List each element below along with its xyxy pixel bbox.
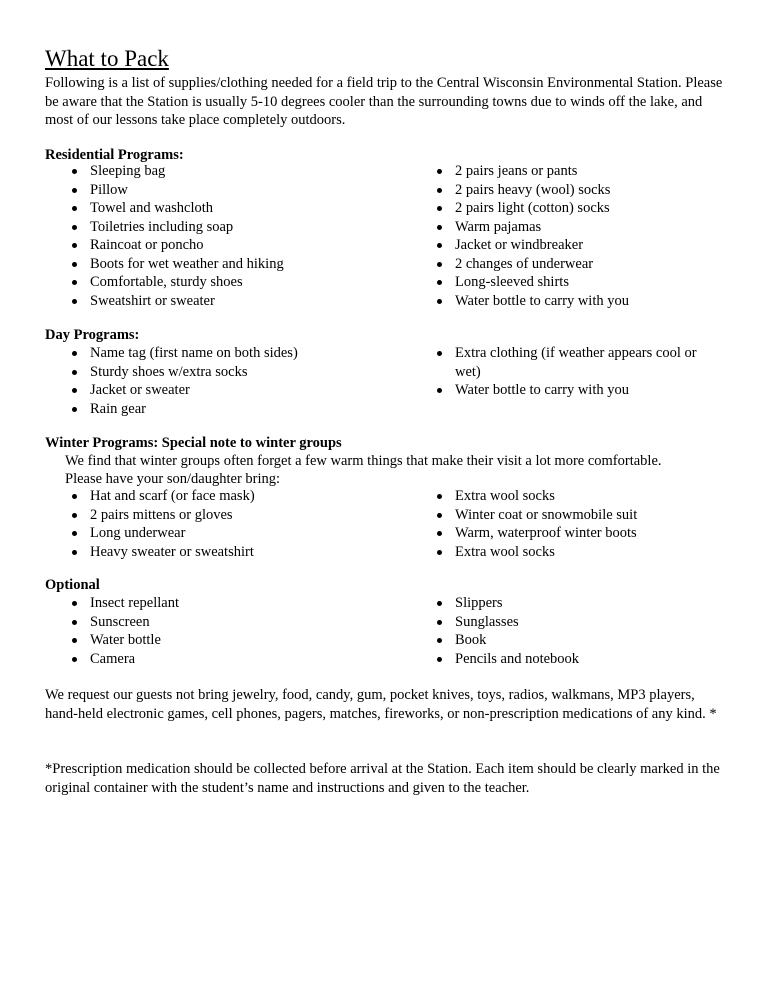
bullet-icon [437, 620, 442, 625]
bullet-icon [72, 169, 77, 174]
bullet-icon [437, 243, 442, 248]
list-item-text: Winter coat or snowmobile suit [455, 506, 638, 523]
list-item-text: Boots for wet weather and hiking [90, 255, 284, 272]
list-item-text: Pencils and notebook [455, 650, 580, 667]
bullet-icon [72, 280, 77, 285]
winter-note-2: Please have your son/daughter bring: [65, 471, 281, 487]
winter-note: We find that winter groups often forget a few warm things that make their visit a lot more comfortable. [65, 453, 662, 469]
bullet-icon [437, 299, 442, 304]
bullet-icon [72, 550, 77, 555]
bullet-icon [72, 225, 77, 230]
day-heading: Day Programs: [45, 327, 140, 343]
bullet-icon [437, 206, 442, 211]
bullet-icon [437, 513, 442, 518]
list-item [430, 487, 710, 506]
list-item-text: Jacket or sweater [90, 382, 190, 398]
bullet-icon [72, 370, 77, 375]
list-item [430, 543, 710, 562]
list-item [65, 650, 395, 669]
bullet-icon [437, 657, 442, 662]
bullet-icon [72, 620, 77, 625]
bullet-icon [437, 601, 442, 606]
bullet-icon [72, 531, 77, 536]
bullet-icon [437, 262, 442, 267]
list-item-text: Extra clothing (if weather appears cool or wet) [455, 345, 697, 380]
winter-list-left [65, 487, 395, 561]
list-item [65, 631, 395, 650]
bullet-icon [72, 494, 77, 499]
residential-list-right [430, 162, 710, 310]
list-item-text: Warm, waterproof winter boots [455, 525, 637, 541]
list-item [430, 236, 710, 255]
residential-heading: Residential Programs: [45, 147, 184, 163]
list-item-text: Raincoat or poncho [90, 237, 204, 253]
list-item-text: Jacket or windbreaker [455, 237, 584, 253]
list-item [65, 236, 395, 255]
list-item [65, 506, 395, 525]
bullet-icon [437, 188, 442, 193]
list-item-text: Rain gear [90, 400, 146, 417]
list-item-text: Sturdy shoes w/extra socks [90, 363, 248, 380]
list-item [65, 613, 395, 632]
list-item [65, 181, 395, 200]
bullet-icon [72, 513, 77, 518]
bullet-icon [72, 299, 77, 304]
bullet-icon [72, 657, 77, 662]
list-item [430, 524, 710, 543]
list-item-text: Slippers [455, 595, 503, 611]
list-item [430, 199, 710, 218]
bullet-icon [72, 188, 77, 193]
list-item-text: Sunglasses [455, 613, 519, 630]
day-list-right [430, 344, 710, 400]
list-item-text: Warm pajamas [455, 218, 542, 235]
bullet-icon [72, 243, 77, 248]
bullet-icon [437, 494, 442, 499]
list-item [65, 487, 395, 506]
bullet-icon [437, 531, 442, 536]
list-item [430, 381, 710, 400]
list-item-text: Sunscreen [90, 613, 150, 630]
bullet-icon [437, 351, 442, 356]
bullet-icon [437, 169, 442, 174]
request-paragraph: We request our guests not bring jewelry, food, candy, gum, pocket knives, toys, radios, walkmans, MP3 players, hand-held electronic games, cell phones, pagers, matches, fireworks, or non-prescription medications of any kind. * [45, 687, 717, 722]
list-item-text: 2 pairs light (cotton) socks [455, 200, 610, 216]
list-item-text: Water bottle [90, 632, 161, 648]
list-item-text: Extra wool socks [455, 543, 555, 560]
list-item [430, 631, 710, 650]
intro-paragraph: Following is a list of supplies/clothing needed for a field trip to the Central Wisconsin Environmental Station. Please be aware that the Station is usually 5-10 degrees cooler than the surrounding towns due to winds off the lake, and most of our lessons take place completely outdoors. [45, 75, 723, 128]
bullet-icon [72, 407, 77, 412]
list-item [65, 218, 395, 237]
bullet-icon [437, 638, 442, 643]
list-item [65, 363, 395, 382]
list-item-text: Comfortable, sturdy shoes [90, 274, 243, 290]
bullet-icon [437, 550, 442, 555]
list-item-text: Towel and washcloth [90, 200, 214, 216]
list-item [65, 162, 395, 181]
list-item [65, 292, 395, 311]
list-item [65, 255, 395, 274]
list-item-text: Name tag (first name on both sides) [90, 345, 298, 361]
list-item [65, 543, 395, 562]
bullet-icon [72, 262, 77, 267]
list-item [430, 613, 710, 632]
list-item-text: Camera [90, 650, 136, 667]
list-item [65, 344, 395, 363]
page-title: What to Pack [45, 46, 169, 71]
list-item-text: Water bottle to carry with you [455, 292, 629, 309]
list-item [430, 273, 710, 292]
bullet-icon [72, 206, 77, 211]
list-item-text: 2 pairs jeans or pants [455, 163, 578, 179]
list-item-text: Sleeping bag [90, 163, 166, 179]
list-item [65, 594, 395, 613]
bullet-icon [437, 225, 442, 230]
list-item-text: Water bottle to carry with you [455, 382, 629, 398]
list-item [430, 292, 710, 311]
list-item-text: Long-sleeved shirts [455, 274, 569, 290]
list-item-text: Hat and scarf (or face mask) [90, 488, 255, 504]
list-item [430, 218, 710, 237]
list-item-text: 2 pairs heavy (wool) socks [455, 181, 611, 198]
list-item [430, 594, 710, 613]
list-item [430, 506, 710, 525]
day-list-left [65, 344, 395, 418]
list-item-text: Long underwear [90, 525, 186, 541]
list-item [65, 199, 395, 218]
list-item-text: Extra wool socks [455, 488, 555, 504]
list-item [65, 381, 395, 400]
optional-list-right [430, 594, 710, 668]
list-item-text: Book [455, 632, 487, 648]
list-item-text: 2 changes of underwear [455, 255, 594, 272]
list-item [65, 400, 395, 419]
winter-heading: Winter Programs: Special note to winter groups [45, 435, 342, 451]
list-item [430, 344, 710, 381]
bullet-icon [72, 601, 77, 606]
list-item-text: 2 pairs mittens or gloves [90, 506, 233, 523]
list-item [430, 162, 710, 181]
list-item-text: Pillow [90, 181, 128, 198]
optional-heading: Optional [45, 577, 100, 593]
bullet-icon [437, 388, 442, 393]
residential-list-left [65, 162, 395, 310]
bullet-icon [72, 638, 77, 643]
list-item-text: Insect repellant [90, 595, 179, 611]
list-item-text: Heavy sweater or sweatshirt [90, 543, 254, 560]
list-item-text: Sweatshirt or sweater [90, 292, 215, 309]
optional-list-left [65, 594, 395, 668]
list-item [65, 273, 395, 292]
list-item [430, 650, 710, 669]
bullet-icon [437, 280, 442, 285]
bullet-icon [72, 351, 77, 356]
list-item [65, 524, 395, 543]
list-item-text: Toiletries including soap [90, 218, 234, 235]
prescription-paragraph: *Prescription medication should be collected before arrival at the Station. Each item should be clearly marked in the original container with the student’s name and instructions and given to the teacher. [45, 761, 720, 796]
winter-list-right [430, 487, 710, 561]
bullet-icon [72, 388, 77, 393]
list-item [430, 255, 710, 274]
list-item [430, 181, 710, 200]
